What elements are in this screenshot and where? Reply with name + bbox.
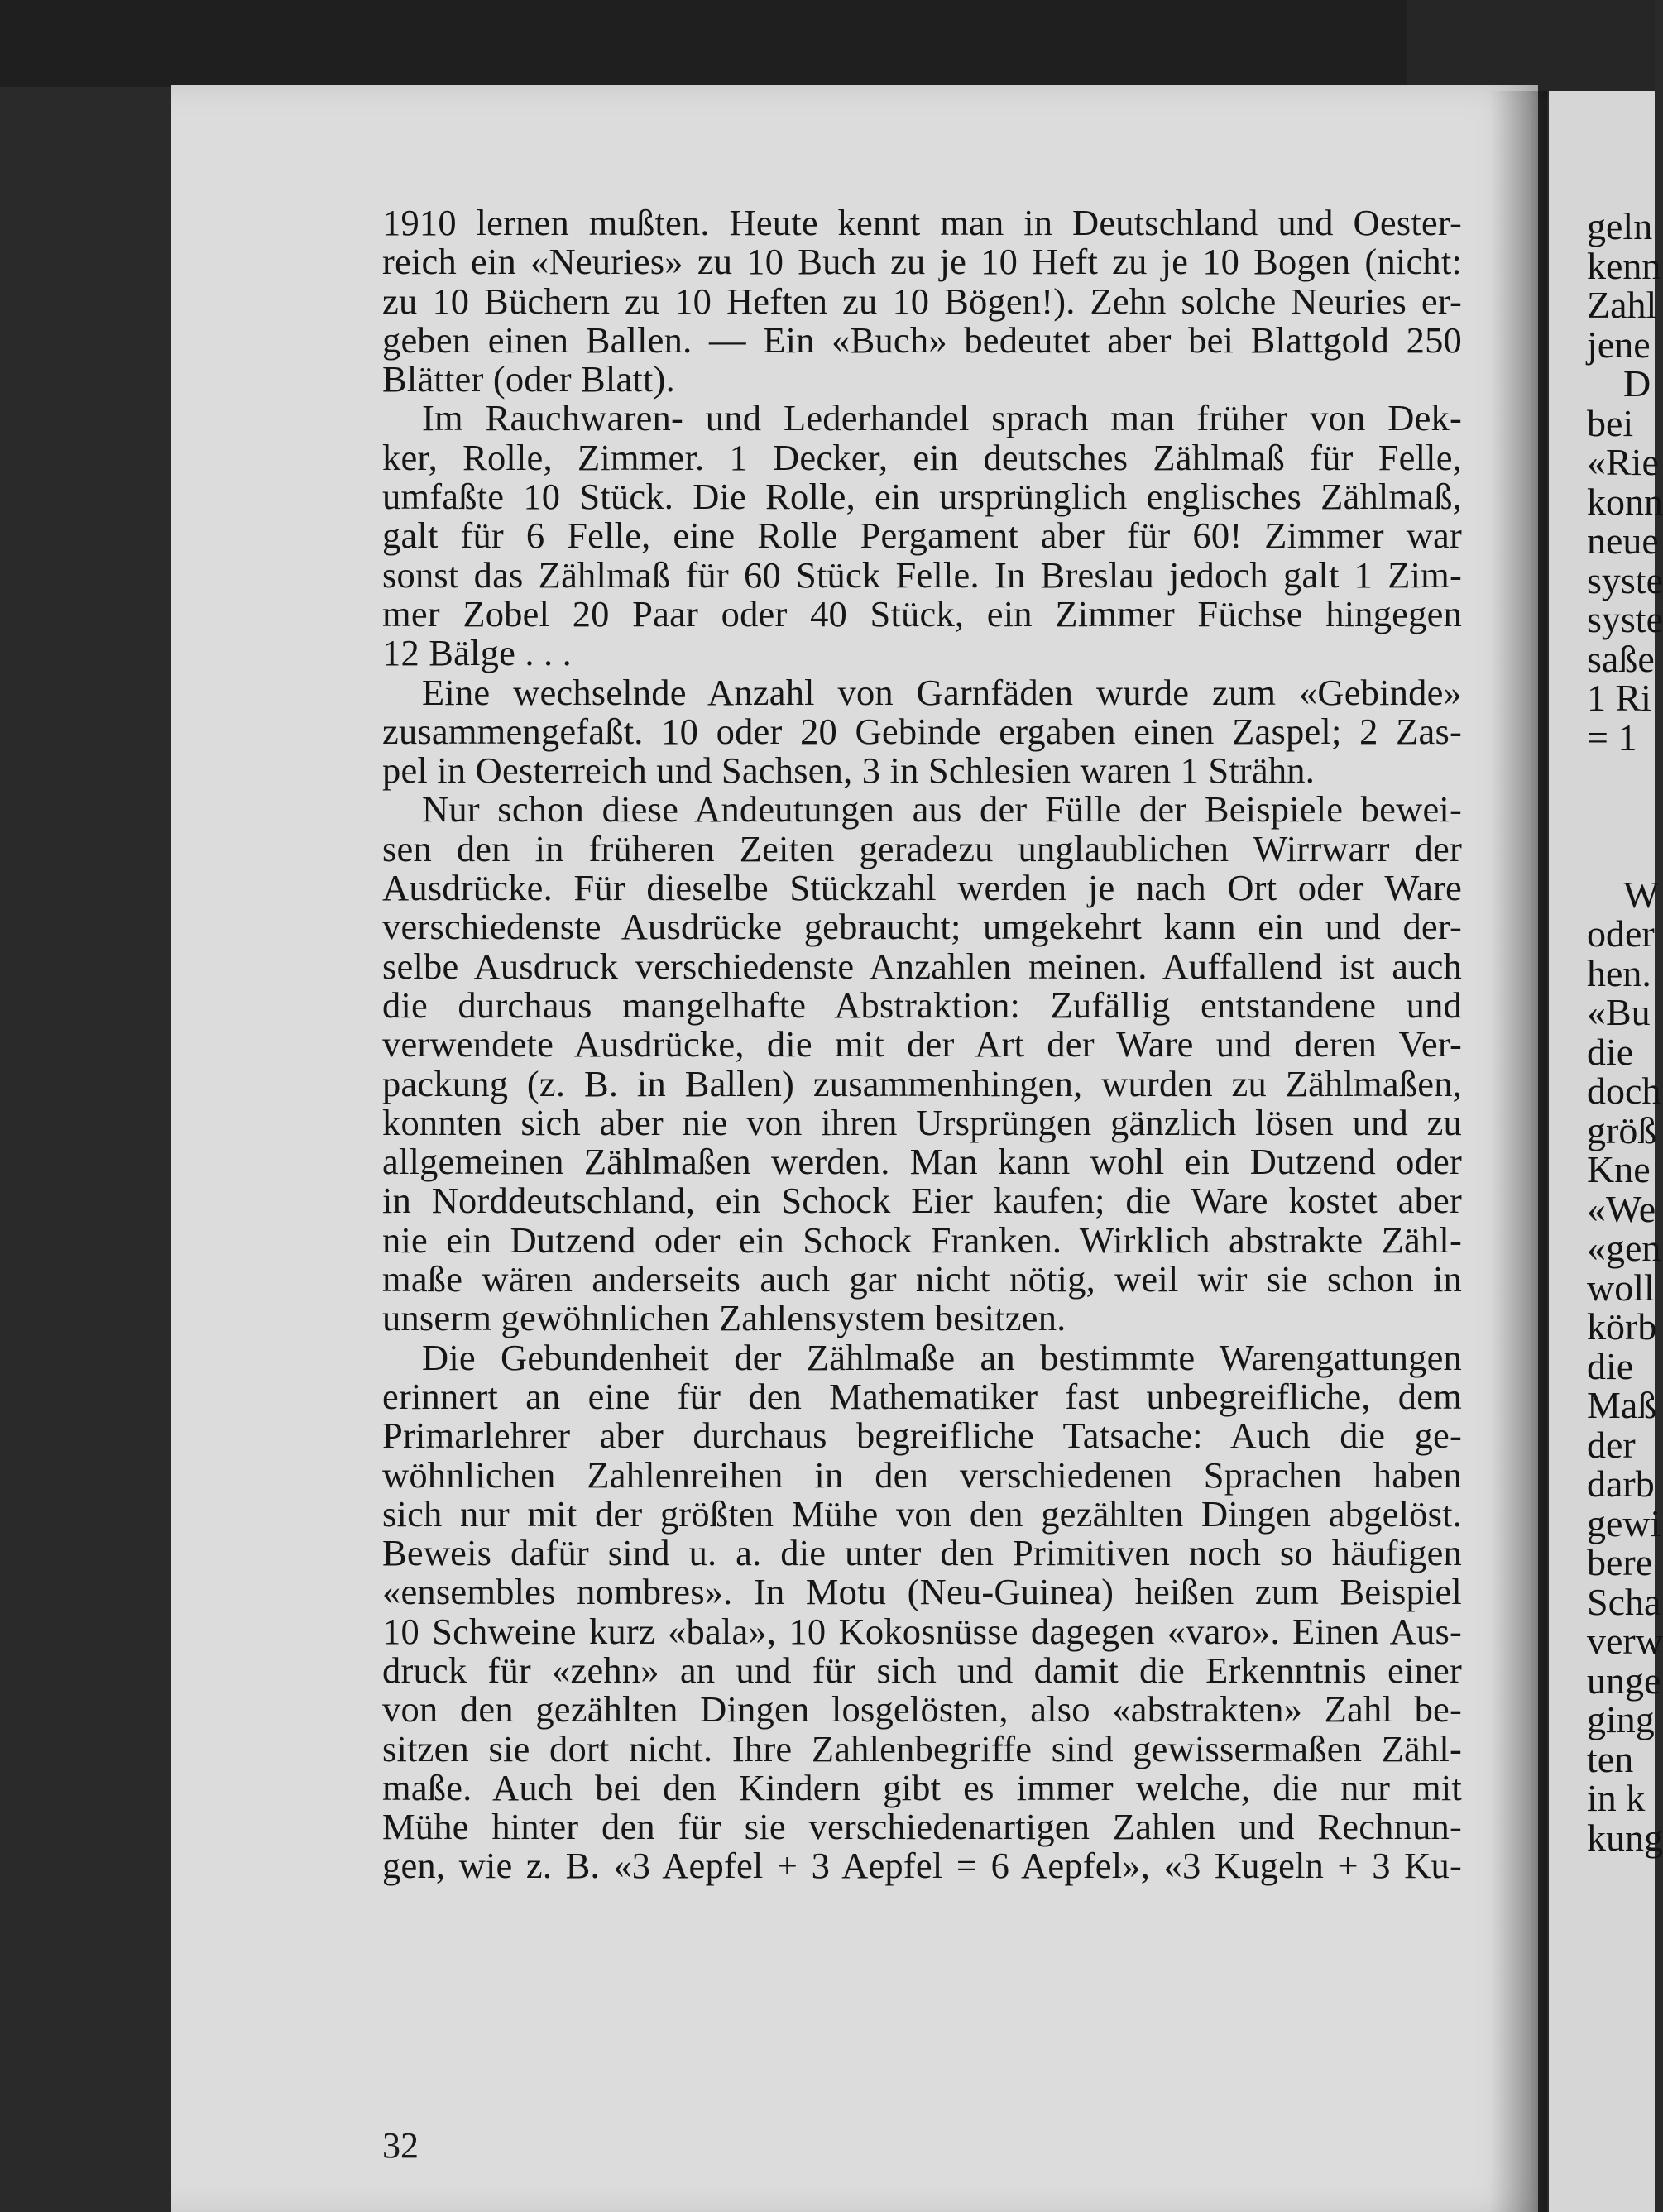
scanner-backdrop-right — [1407, 0, 1655, 99]
facing-page-line: größ — [1587, 1108, 1657, 1151]
text-line: reich ein «Neuries» zu 10 Buch zu je 10 Heft zu je 10 Bogen (nicht: — [382, 241, 1462, 283]
text-line: 12 Bälge . . . — [382, 632, 572, 674]
facing-page-line: neue — [1587, 519, 1659, 562]
text-line: sitzen sie dort nicht. Ihre Zahlenbegriffe sind gewissermaßen Zähl- — [382, 1727, 1462, 1769]
paragraph — [382, 399, 1462, 673]
text-line: konnten sich aber nie von ihren Ursprüngen gänzlich lösen und zu — [382, 1101, 1462, 1143]
text-line: zu 10 Büchern zu 10 Heften zu 10 Bögen!). Zehn solche Neuries er- — [382, 280, 1462, 322]
facing-page-line: syste — [1587, 558, 1663, 601]
text-line: Nur schon diese Andeutungen aus der Fülle der Beispiele bewei- — [422, 788, 1462, 831]
facing-page-line: jene — [1587, 323, 1651, 366]
facing-page-line: die — [1587, 1344, 1634, 1387]
facing-page-line: oder — [1587, 912, 1655, 955]
facing-page-line: saße — [1587, 637, 1655, 680]
text-line: nie ein Dutzend oder ein Schock Franken. Wirklich abstrakte Zähl- — [382, 1219, 1462, 1261]
paragraph — [382, 203, 1462, 399]
facing-page-line: hen. — [1587, 951, 1651, 994]
facing-page-line: «gen — [1587, 1227, 1661, 1269]
text-line: gen, wie z. B. «3 Aepfel + 3 Aepfel = 6 Aepfel», «3 Kugeln + 3 Ku- — [382, 1845, 1462, 1887]
paragraph — [382, 673, 1462, 791]
facing-page-line: unge — [1587, 1659, 1661, 1702]
facing-page-line: Maß — [1587, 1384, 1657, 1426]
facing-page-line: Kne — [1587, 1148, 1651, 1190]
facing-page-line: in k — [1587, 1777, 1646, 1819]
facing-page-line: = 1 — [1587, 716, 1637, 759]
text-line: druck für «zehn» an und für sich und damit die Erkenntnis einer — [382, 1649, 1462, 1691]
facing-page-line: syste — [1587, 598, 1663, 640]
facing-page-line: 1 Ri — [1587, 677, 1651, 719]
facing-page-line: ging — [1587, 1698, 1655, 1740]
facing-page — [1549, 91, 1663, 2212]
text-line: maße. Auch bei den Kindern gibt es immer welche, die nur mit — [382, 1766, 1462, 1808]
text-line: Mühe hinter den für sie verschiedenartigen Zahlen und Rechnun- — [382, 1806, 1462, 1848]
text-line: Die Gebundenheit der Zählmaße an bestimmte Warengattungen — [422, 1336, 1462, 1378]
facing-page-line: kung — [1587, 1816, 1663, 1859]
body-text — [382, 203, 1462, 1886]
facing-page-line: Scha — [1587, 1580, 1661, 1623]
text-line: Primarlehrer aber durchaus begreifliche Tatsache: Auch die ge- — [382, 1415, 1462, 1457]
text-line: Beweis dafür sind u. a. die unter den Primitiven noch so häufigen — [382, 1532, 1462, 1574]
text-line: Blätter (oder Blatt). — [382, 358, 675, 400]
facing-page-line: «Rie — [1587, 441, 1659, 483]
text-line: sich nur mit der größten Mühe von den gezählten Dingen abgelöst. — [382, 1492, 1462, 1535]
facing-page-line: geln — [1587, 205, 1653, 247]
text-line: geben einen Ballen. — Ein «Buch» bedeutet aber bei Blattgold 250 — [382, 318, 1462, 361]
gutter-shadow — [1489, 91, 1547, 2212]
facing-page-line: kenn — [1587, 244, 1661, 287]
text-line: die durchaus mangelhafte Abstraktion: Zufällig entstandene und — [382, 984, 1462, 1026]
page-number: 32 — [382, 2125, 419, 2166]
text-line: galt für 6 Felle, eine Rolle Pergament aber für 60! Zimmer war — [382, 515, 1462, 557]
text-line: Eine wechselnde Anzahl von Garnfäden wurde zum «Gebinde» — [422, 671, 1462, 713]
text-line: «ensembles nombres». In Motu (Neu-Guinea) heißen zum Beispiel — [382, 1571, 1462, 1613]
text-line: maße wären anderseits auch gar nicht nötig, weil wir sie schon in — [382, 1258, 1462, 1300]
text-line: unserm gewöhnlichen Zahlensystem besitzen. — [382, 1297, 1066, 1339]
text-line: pel in Oesterreich und Sachsen, 3 in Schlesien waren 1 Strähn. — [382, 749, 1316, 792]
text-line: verschiedenste Ausdrücke gebraucht; umgekehrt kann ein und der- — [382, 906, 1462, 948]
facing-page-line: woll — [1587, 1266, 1655, 1309]
text-line: von den gezählten Dingen losgelösten, also «abstrakten» Zahl be- — [382, 1688, 1462, 1731]
facing-page-line: W — [1623, 873, 1660, 916]
facing-page-line: körb — [1587, 1305, 1657, 1348]
facing-page-line: darb — [1587, 1463, 1655, 1505]
text-line: packung (z. B. in Ballen) zusammenhingen, wurden zu Zählmaßen, — [382, 1062, 1462, 1104]
facing-page-line: D — [1623, 362, 1651, 405]
text-line: sen den in früheren Zeiten geradezu unglaublichen Wirrwarr der — [382, 827, 1462, 869]
facing-page-line: bei — [1587, 401, 1634, 444]
facing-page-line: «We — [1587, 1187, 1656, 1230]
facing-page-line: Zahl — [1587, 284, 1657, 326]
facing-page-line: doch — [1587, 1070, 1661, 1112]
facing-page-line: der — [1587, 1423, 1636, 1466]
text-line: umfaßte 10 Stück. Die Rolle, ein ursprünglich englisches Zählmaß, — [382, 476, 1462, 518]
text-line: selbe Ausdruck verschiedenste Anzahlen meinen. Auffallend ist auch — [382, 945, 1462, 987]
text-line: Ausdrücke. Für dieselbe Stückzahl werden je nach Ort oder Ware — [382, 867, 1462, 909]
text-line: allgemeinen Zählmaßen werden. Man kann wohl ein Dutzend oder — [382, 1141, 1462, 1183]
text-line: erinnert an eine für den Mathematiker fast unbegreifliche, dem — [382, 1375, 1462, 1417]
facing-page-line: «Bu — [1587, 991, 1651, 1033]
text-line: Im Rauchwaren- und Lederhandel sprach man früher von Dek- — [422, 397, 1462, 439]
text-line: wöhnlichen Zahlenreihen in den verschiedenen Sprachen haben — [382, 1453, 1462, 1496]
text-line: in Norddeutschland, ein Schock Eier kaufen; die Ware kostet aber — [382, 1180, 1462, 1222]
text-line: 10 Schweine kurz «bala», 10 Kokosnüsse dagegen «varo». Einen Aus- — [382, 1610, 1462, 1652]
facing-page-line: bere — [1587, 1541, 1653, 1583]
text-line: ker, Rolle, Zimmer. 1 Decker, ein deutsches Zählmaß für Felle, — [382, 436, 1462, 478]
text-line: zusammengefaßt. 10 oder 20 Gebinde ergaben einen Zaspel; 2 Zas- — [382, 710, 1462, 752]
facing-page-line: verw — [1587, 1620, 1663, 1662]
facing-page-line: konn — [1587, 480, 1663, 523]
facing-page-line: die — [1587, 1030, 1634, 1073]
text-line: mer Zobel 20 Paar oder 40 Stück, ein Zimmer Füchse hingegen — [382, 592, 1462, 634]
text-line: verwendete Ausdrücke, die mit der Art der Ware und deren Ver- — [382, 1023, 1462, 1065]
facing-page-line: ten — [1587, 1737, 1634, 1780]
text-line: 1910 lernen mußten. Heute kennt man in Deutschland und Oester- — [382, 202, 1462, 243]
paragraph — [382, 1338, 1462, 1886]
paragraph — [382, 790, 1462, 1338]
text-line: sonst das Zählmaß für 60 Stück Felle. In Breslau jedoch galt 1 Zim- — [382, 553, 1462, 596]
facing-page-line: gewi — [1587, 1501, 1661, 1544]
